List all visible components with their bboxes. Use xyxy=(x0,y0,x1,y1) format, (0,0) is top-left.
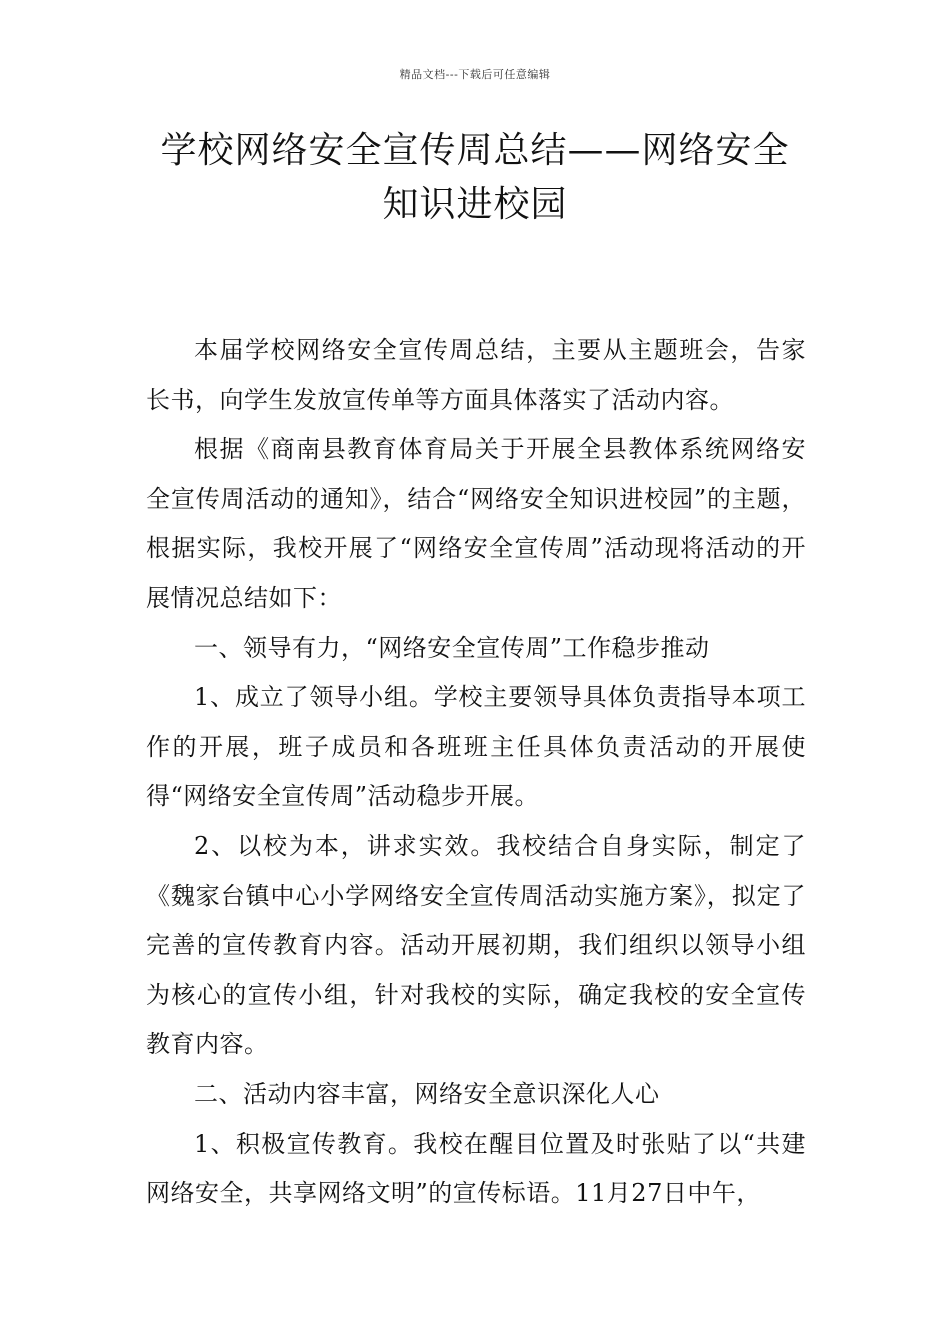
paragraph-intro: 本届学校网络安全宣传周总结，主要从主题班会，告家长书，向学生发放宣传单等方面具体落实了活动内容。 xyxy=(146,336,806,414)
section-heading-1: 一、领导有力，“网络安全宣传周”工作稳步推动 xyxy=(194,633,710,662)
title-line-1: 学校网络安全宣传周总结——网络安全 xyxy=(160,130,790,171)
document-title xyxy=(140,124,810,232)
section-heading-2: 二、活动内容丰富，网络安全意识深化人心 xyxy=(194,1079,660,1108)
paragraph-item-1-1: 1、成立了领导小组。学校主要领导具体负责指导本项工作的开展，班子成员和各班班主任具体负责活动的开展使得“网络安全宣传周”活动稳步开展。 xyxy=(146,683,806,811)
paragraph-item-2-1: 1、积极宣传教育。我校在醒目位置及时张贴了以“共建网络安全，共享网络文明”的宣传标语。11月27日中午， xyxy=(146,1129,806,1208)
paragraph-item-1-2: 2、以校为本，讲求实效。我校结合自身实际，制定了《魏家台镇中心小学网络安全宣传周活动实施方案》，拟定了完善的宣传教育内容。活动开展初期，我们组织以领导小组为核心的宣传小组，针对我校的实际，确定我校的安全宣传教育内容。 xyxy=(146,831,806,1059)
paragraph-background: 根据《商南县教育体育局关于开展全县教体系统网络安全宣传周活动的通知》，结合“网络安全知识进校园”的主题，根据实际，我校开展了“网络安全宣传周”活动现将活动的开展情况总结如下： xyxy=(146,435,806,612)
title-line-2: 知识进校园 xyxy=(382,184,568,225)
header-note: 精品文档---下载后可任意编辑 xyxy=(399,68,551,81)
document-body xyxy=(146,326,806,1219)
